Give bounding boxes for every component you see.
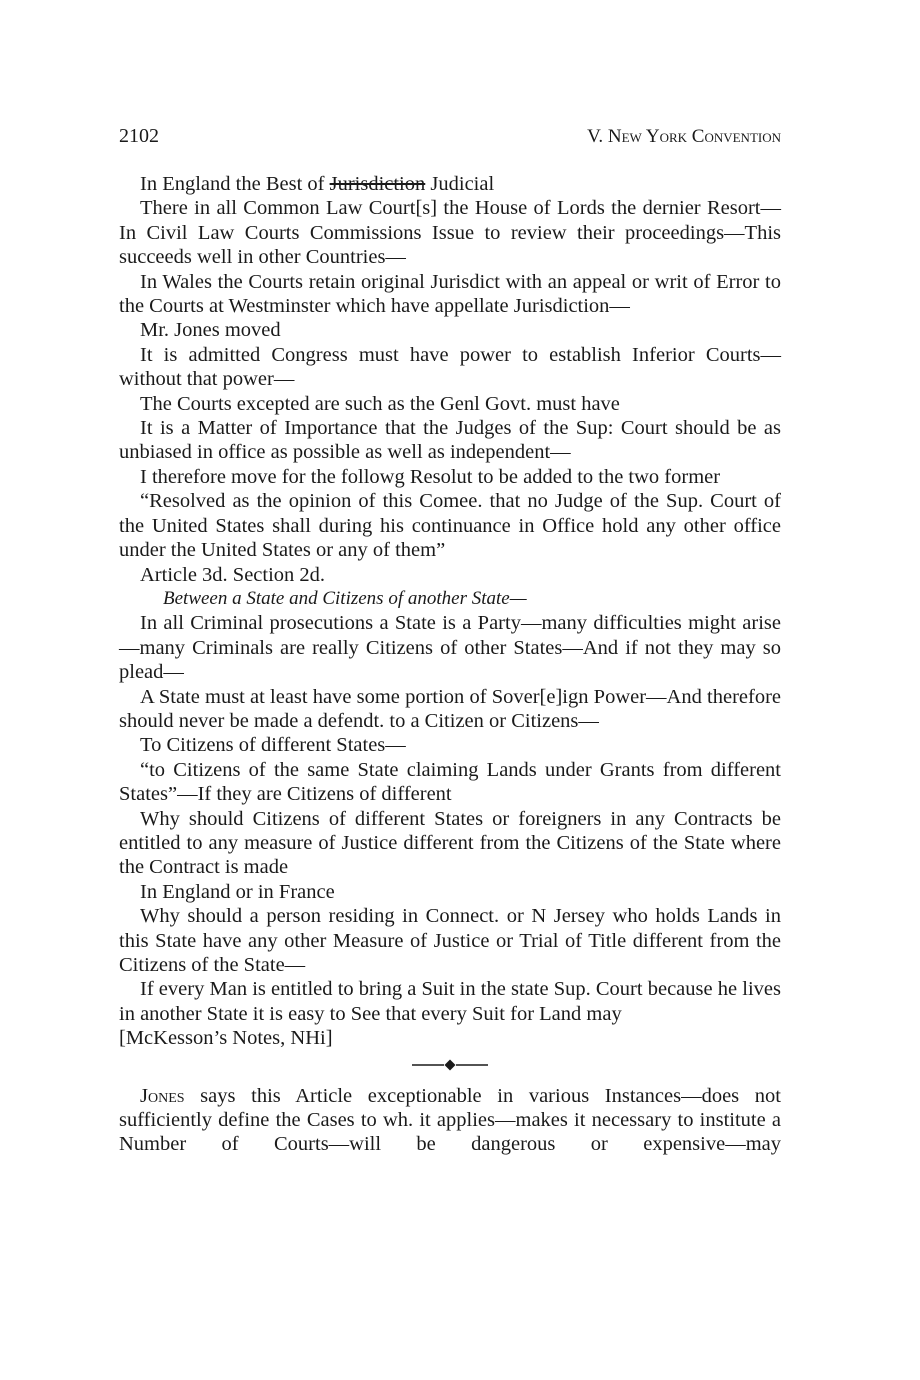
- running-head: V. New York Convention: [587, 126, 781, 147]
- section-ornament: [119, 1053, 781, 1077]
- paragraph: There in all Common Law Court[s] the House of Lords the dernier Resort—In Civil Law Courts Commissions Issue to review their proceedings—This succeeds well in other Countries—: [119, 197, 781, 269]
- paragraph: In all Criminal prosecutions a State is a Party—many difficulties might arise—many Criminals are really Citizens of other States—And if not they may so plead—: [119, 612, 781, 684]
- paragraph: I therefore move for the followg Resolut to be added to the two former: [140, 465, 721, 488]
- paragraph: Why should Citizens of different States or foreigners in any Contracts be entitled to any measure of Justice different from the Citizens of the State where the Contract is made: [119, 807, 781, 879]
- paragraph: The Courts excepted are such as the Genl Govt. must have: [140, 392, 620, 415]
- italic-heading: Between a State and Citizens of another State—: [163, 587, 527, 609]
- paragraph: Mr. Jones moved: [140, 319, 281, 342]
- paragraph: [119, 172, 781, 196]
- paragraph: Why should a person residing in Connect. or N Jersey who holds Lands in this State have any other Measure of Justice or Trial of Title different from the Citizens of the State—: [119, 905, 781, 976]
- page-header: [119, 124, 781, 148]
- text-span: says this Article exceptionable in various Instances—does not sufficiently define the Cases to wh. it applies—makes it necessary to institute a Number of Courts—will be dangerous or expensive—may: [119, 1084, 781, 1156]
- paragraph: A State must at least have some portion of Sover[e]ign Power—And therefore should never be made a defendt. to a Citizen or Citizens—: [119, 685, 781, 732]
- paragraph: Article 3d. Section 2d.: [140, 563, 326, 586]
- source-note: [McKesson’s Notes, NHi]: [119, 1027, 333, 1050]
- text-span: In England the Best of: [140, 173, 330, 195]
- paragraph: In England or in France: [140, 880, 335, 903]
- paragraph: “to Citizens of the same State claiming Lands under Grants from different States”—If they are Citizens of different: [119, 758, 781, 806]
- paragraph: If every Man is entitled to bring a Suit in the state Sup. Court because he lives in another State it is easy to See that every Suit for Land may: [119, 978, 781, 1025]
- diamond-rule-icon: [410, 1059, 490, 1071]
- paragraph: To Citizens of different States—: [140, 734, 406, 757]
- paragraph: [119, 1084, 781, 1157]
- text-span: Judicial: [425, 173, 495, 195]
- document-page: [119, 124, 781, 1157]
- page-number: 2102: [119, 125, 159, 147]
- struck-word: Jurisdiction: [329, 173, 426, 195]
- paragraph: It is admitted Congress must have power to establish Inferior Courts—without that power—: [119, 343, 781, 391]
- speaker-name: Jones: [140, 1084, 185, 1107]
- paragraph: “Resolved as the opinion of this Comee. that no Judge of the Sup. Court of the United States shall during his continuance in Office hold any other office under the United States or any of them”: [119, 490, 781, 562]
- paragraph: In Wales the Courts retain original Jurisdict with an appeal or writ of Error to the Courts at Westminster which have appellate Jurisdiction—: [119, 270, 781, 318]
- paragraph: It is a Matter of Importance that the Judges of the Sup: Court should be as unbiased in office as possible as well as independent—: [119, 417, 781, 464]
